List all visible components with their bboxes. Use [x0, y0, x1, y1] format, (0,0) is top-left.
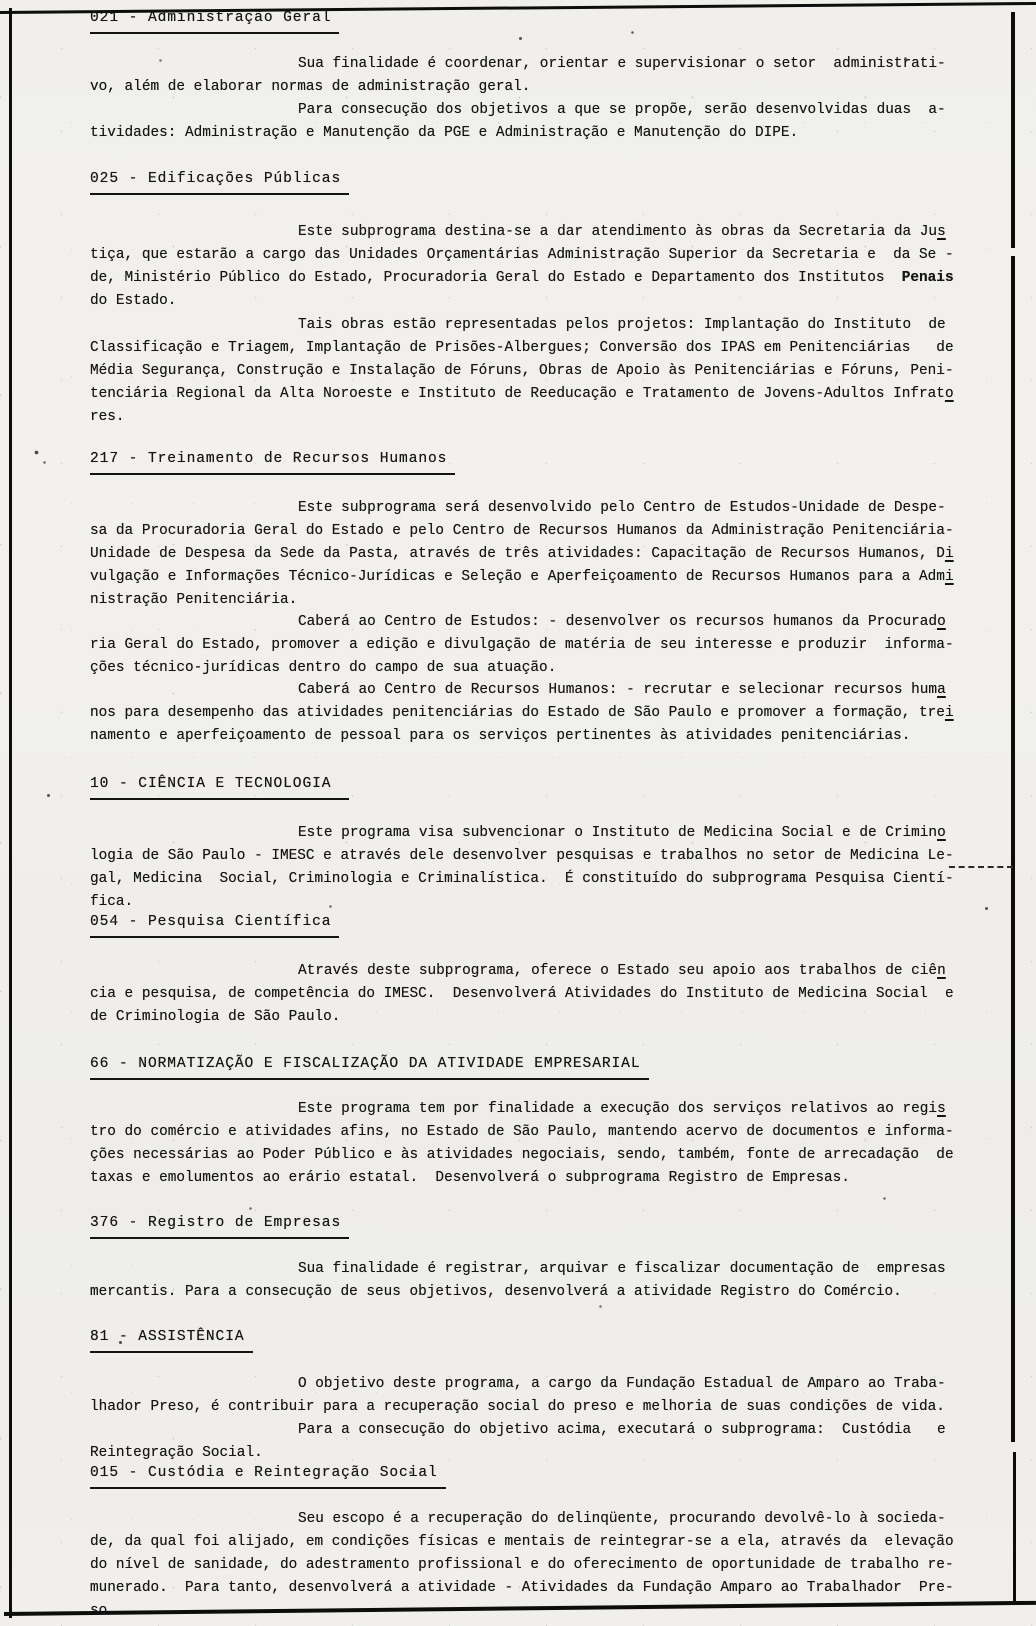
section-heading: [90, 1327, 970, 1353]
section-heading: [90, 8, 970, 34]
text-segment: ções técnico-jurídicas dentro do campo de sua atuação.: [90, 660, 557, 676]
text-line: [90, 221, 970, 244]
text-segment: tenciária Regional da Alta Noroeste e Instituto de Reeducação e Tratamento de Jovens-Adultos Infrat: [90, 386, 945, 402]
text-segment: fica.: [90, 894, 134, 910]
text-segment: do nível de sanidade, do adestramento profissional e do oferecimento de oportunidade de trabalho re-: [90, 1557, 954, 1573]
text-segment: Tais obras estão representadas pelos projetos: Implantação do Instituto de: [298, 317, 946, 333]
text-segment: tividades: Administração e Manutenção da PGE e Administração e Manutenção do DIPE.: [90, 125, 799, 141]
text-line: [90, 99, 970, 122]
section-heading: [90, 912, 970, 938]
text-line: [90, 122, 970, 145]
text-segment: lhador Preso, é contribuir para a recuperação social do preso e melhoria de suas condições de vida.: [90, 1399, 945, 1415]
text-segment: nos para desempenho das atividades penitenciárias do Estado de São Paulo e promover a formação, tre: [90, 705, 945, 721]
text-segment: do Estado.: [90, 293, 177, 309]
text-line: [90, 543, 970, 566]
text-segment: O objetivo deste programa, a cargo da Fundação Estadual de Amparo ao Traba-: [298, 1376, 946, 1392]
text-line: [90, 76, 970, 99]
section-heading: [90, 169, 970, 195]
text-line: [90, 960, 970, 983]
bold-text-segment: Penais: [901, 270, 954, 286]
underlined-text-segment: o: [937, 825, 946, 841]
text-segment: munerado. Para tanto, desenvolverá a atividade - Atividades da Fundação Amparo ao Trabalhador Pre-: [90, 1580, 954, 1596]
paragraph: [90, 1258, 970, 1304]
section-heading: [90, 1213, 970, 1239]
text-line: [90, 1396, 970, 1419]
section-heading-text: 81 - ASSISTÊNCIA: [90, 1328, 253, 1353]
text-segment: Sua finalidade é registrar, arquivar e fiscalizar documentação de empresas: [298, 1261, 946, 1277]
section-heading-text: 10 - CIÊNCIA E TECNOLOGIA: [90, 775, 349, 800]
text-line: [90, 337, 970, 360]
text-line: [90, 406, 970, 429]
paragraph: [90, 822, 970, 914]
text-line: [90, 1419, 970, 1442]
section-heading: [90, 1054, 970, 1080]
text-segment: sa da Procuradoria Geral do Estado e pelo Centro de Recursos Humanos da Administração Penitenciária-: [90, 523, 954, 539]
section-heading-text: 025 - Edificações Públicas: [90, 170, 349, 195]
underlined-text-segment: i: [944, 546, 954, 562]
text-line: [90, 702, 970, 725]
text-segment: Classificação e Triagem, Implantação de Prisões-Albergues; Conversão dos IPAS em Penitenciárias de: [90, 340, 954, 356]
text-line: [90, 1442, 970, 1465]
text-line: [90, 589, 970, 612]
section-heading-text: 054 - Pesquisa Científica: [90, 913, 339, 938]
underlined-text-segment: i: [944, 705, 954, 721]
text-segment: logia de São Paulo - IMESC e através dele desenvolver pesquisas e trabalhos no setor de Medicina Le-: [90, 848, 954, 864]
text-segment: Caberá ao Centro de Recursos Humanos: - recrutar e selecionar recursos hum: [298, 682, 938, 698]
text-segment: Unidade de Despesa da Sede da Pasta, através de três atividades: Capacitação de Recursos Humanos, D: [90, 546, 945, 562]
text-line: [90, 520, 970, 543]
text-segment: so.: [90, 1603, 116, 1619]
text-segment: Este subprograma será desenvolvido pelo Centro de Estudos-Unidade de Despe-: [298, 500, 946, 516]
text-segment: tiça, que estarão a cargo das Unidades Orçamentárias Administração Superior da Secretaria e da Se -: [90, 247, 954, 263]
text-segment: Este programa tem por finalidade a execução dos serviços relativos ao regi: [298, 1101, 938, 1117]
paragraph: [90, 1508, 970, 1623]
paragraph: [90, 221, 970, 313]
text-line: [90, 497, 970, 520]
text-line: [90, 1531, 970, 1554]
text-line: [90, 1373, 970, 1396]
paragraph: [90, 611, 970, 680]
underlined-text-segment: n: [937, 963, 946, 979]
text-line: [90, 314, 970, 337]
text-line: [90, 566, 970, 589]
text-segment: Para a consecução do objetivo acima, executará o subprograma: Custódia e: [298, 1422, 946, 1438]
text-line: [90, 1258, 970, 1281]
text-segment: res.: [90, 409, 125, 425]
text-line: [90, 1554, 970, 1577]
text-line: [90, 244, 970, 267]
text-line: [90, 868, 970, 891]
text-line: [90, 822, 970, 845]
text-line: [90, 383, 970, 406]
text-line: [90, 360, 970, 383]
text-segment: vulgação e Informações Técnico-Jurídicas e Seleção e Aperfeiçoamento de Recursos Humanos para a Adm: [90, 569, 945, 585]
text-segment: ções necessárias ao Poder Público e às atividades negociais, sendo, também, fonte de arrecadação de: [90, 1147, 954, 1163]
text-line: [90, 679, 970, 702]
text-segment: namento e aperfeiçoamento de pessoal para os serviços pertinentes às atividades penitenciárias.: [90, 728, 911, 744]
text-segment: de, Ministério Público do Estado, Procuradoria Geral do Estado e Departamento dos Institutos: [90, 270, 902, 286]
text-line: [90, 634, 970, 657]
underlined-text-segment: a: [937, 682, 946, 698]
text-line: [90, 53, 970, 76]
text-line: [90, 1600, 970, 1623]
text-segment: Sua finalidade é coordenar, orientar e supervisionar o setor administrati-: [298, 56, 946, 72]
underlined-text-segment: i: [944, 569, 954, 585]
text-segment: Para consecução dos objetivos a que se propõe, serão desenvolvidas duas a-: [298, 102, 946, 118]
paragraph: [90, 314, 970, 429]
text-segment: Seu escopo é a recuperação do delinqüente, procurando devolvê-lo à socieda-: [298, 1511, 946, 1527]
underlined-text-segment: o: [944, 386, 954, 402]
section-heading: [90, 1463, 970, 1489]
text-segment: Este subprograma destina-se a dar atendimento às obras da Secretaria da Ju: [298, 224, 938, 240]
paragraph: [90, 53, 970, 145]
text-line: [90, 1006, 970, 1029]
text-line: [90, 1098, 970, 1121]
text-line: [90, 1508, 970, 1531]
text-line: [90, 611, 970, 634]
text-line: [90, 845, 970, 868]
underlined-text-segment: o: [937, 614, 946, 630]
text-line: [90, 891, 970, 914]
section-heading: [90, 449, 970, 475]
text-segment: vo, além de elaborar normas de administração geral.: [90, 79, 531, 95]
text-line: [90, 1121, 970, 1144]
text-segment: Reintegração Social.: [90, 1445, 263, 1461]
text-segment: Caberá ao Centro de Estudos: - desenvolver os recursos humanos da Procurad: [298, 614, 938, 630]
paragraph: [90, 497, 970, 612]
section-heading-text: 021 - Administração Geral: [90, 9, 339, 34]
text-segment: de, da qual foi alijado, em condições físicas e mentais de reintegrar-se a ela, através da elevação: [90, 1534, 954, 1550]
text-segment: cia e pesquisa, de competência do IMESC. Desenvolverá Atividades do Instituto de Medicina Social e: [90, 986, 954, 1002]
text-line: [90, 1281, 970, 1304]
text-line: [90, 725, 970, 748]
section-heading-text: 217 - Treinamento de Recursos Humanos: [90, 450, 455, 475]
section-heading-text: 66 - NORMATIZAÇÃO E FISCALIZAÇÃO DA ATIVIDADE EMPRESARIAL: [90, 1055, 649, 1080]
text-segment: taxas e emolumentos ao erário estatal. Desenvolverá o subprograma Registro de Empresas.: [90, 1170, 850, 1186]
text-line: [90, 267, 970, 290]
text-segment: mercantis. Para a consecução de seus objetivos, desenvolverá a atividade Registro do Comércio.: [90, 1284, 902, 1300]
underlined-text-segment: s: [937, 224, 946, 240]
text-line: [90, 1167, 970, 1190]
paragraph: [90, 679, 970, 748]
text-segment: Este programa visa subvencionar o Instituto de Medicina Social e de Crimin: [298, 825, 938, 841]
text-line: [90, 983, 970, 1006]
text-segment: ria Geral do Estado, promover a edição e divulgação de matéria de seu interesse e produzir informa-: [90, 637, 954, 653]
text-line: [90, 1577, 970, 1600]
section-heading-text: 376 - Registro de Empresas: [90, 1214, 349, 1239]
text-segment: gal, Medicina Social, Criminologia e Criminalística. É constituído do subprograma Pesquisa Cientí-: [90, 871, 954, 887]
text-segment: de Criminologia de São Paulo.: [90, 1009, 341, 1025]
text-segment: Média Segurança, Construção e Instalação de Fóruns, Obras de Apoio às Penitenciárias e Fóruns, Peni-: [90, 363, 954, 379]
paragraph: [90, 1098, 970, 1190]
text-segment: tro do comércio e atividades afins, no Estado de São Paulo, mantendo acervo de documentos e informa-: [90, 1124, 954, 1140]
text-line: [90, 1144, 970, 1167]
underlined-text-segment: s: [937, 1101, 946, 1117]
text-line: [90, 290, 970, 313]
text-segment: nistração Penitenciária.: [90, 592, 298, 608]
section-heading-text: 015 - Custódia e Reintegração Social: [90, 1464, 446, 1489]
section-heading: [90, 774, 970, 800]
paragraph: [90, 960, 970, 1029]
text-segment: Através deste subprograma, oferece o Estado seu apoio aos trabalhos de ciê: [298, 963, 938, 979]
text-line: [90, 657, 970, 680]
paragraph: [90, 1373, 970, 1465]
